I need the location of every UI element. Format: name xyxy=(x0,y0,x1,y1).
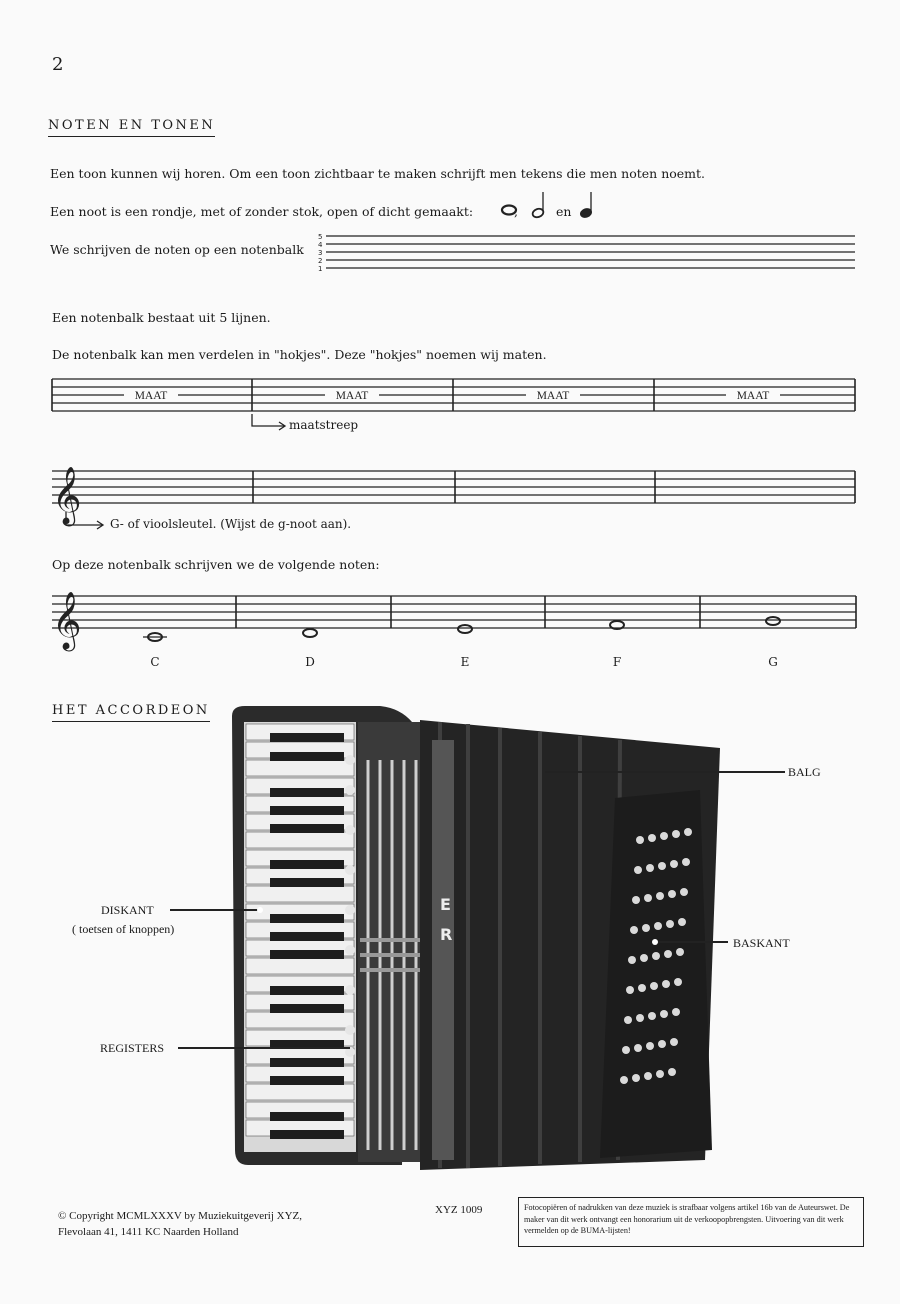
whole-note-icon xyxy=(502,206,516,215)
intro-line-1: Een toon kunnen wij horen. Om een toon zichtbaar te maken schrijft men tekens die men noten noemt. xyxy=(50,166,706,181)
barline-label: maatstreep xyxy=(289,418,359,432)
staff-line-number: 5 xyxy=(318,233,323,241)
label-diskant: DISKANT xyxy=(101,903,154,917)
section-title-noten-en-tonen: NOTEN EN TONEN xyxy=(48,118,215,137)
measure-label: MAAT xyxy=(134,390,168,402)
grille-letter: E xyxy=(440,895,451,914)
legal-notice: Fotocopiëren of nadrukken van deze muziek is strafbaar volgens artikel 16b van de Auteurswet. De maker van dit werk ontvangt een honorarium uit de verkoopopbrengsten. Uitvoering van dit werk vermelden op de BUMA-lijsten! xyxy=(518,1197,864,1247)
copyright-line-1: © Copyright MCMLXXXV by Muziekuitgeverij XYZ, xyxy=(58,1210,303,1222)
label-baskant: BASKANT xyxy=(733,936,790,950)
staff-line-number: 1 xyxy=(318,265,323,273)
measure-label: MAAT xyxy=(335,390,369,402)
accordion-illustration xyxy=(170,706,785,1170)
staff-line-number: 4 xyxy=(318,241,323,249)
catalog-code: XYZ 1009 xyxy=(435,1204,483,1216)
half-note-icon xyxy=(531,192,544,219)
copyright-line-2: Flevolaan 41, 1411 KC Naarden Holland xyxy=(58,1226,239,1238)
page-number: 2 xyxy=(52,54,64,75)
label-balg: BALG xyxy=(788,765,821,779)
label-diskant-sub: ( toetsen of knoppen) xyxy=(72,922,175,936)
staff-five-lines xyxy=(326,236,855,268)
grille-letter: R xyxy=(440,925,453,944)
note-name-c: C xyxy=(150,655,160,669)
intro-line-6: Op deze notenbalk schrijven we de volgende noten: xyxy=(52,557,380,572)
note-separator: , xyxy=(514,204,518,219)
note-en-word: en xyxy=(556,204,572,219)
note-name-e: E xyxy=(460,655,470,669)
measure-label: MAAT xyxy=(736,390,770,402)
label-registers: REGISTERS xyxy=(100,1041,165,1055)
staff-with-clef xyxy=(52,471,855,503)
note-name-f: F xyxy=(612,655,622,669)
barline-arrow xyxy=(252,414,284,426)
staff-notes xyxy=(52,596,856,628)
clef-caption: G- of vioolsleutel. (Wijst de g-noot aan). xyxy=(110,517,352,531)
white-keys xyxy=(246,724,354,1136)
section-title-het-accordeon: HET ACCORDEON xyxy=(52,703,210,722)
staff-line-number: 2 xyxy=(318,257,323,265)
intro-line-2-text: Een noot is een rondje, met of zonder stok, open of dicht gemaakt: xyxy=(50,204,474,219)
note-name-d: D xyxy=(305,655,315,669)
treble-clef-icon: 𝄞 xyxy=(52,466,82,524)
intro-line-4: Een notenbalk bestaat uit 5 lijnen. xyxy=(52,310,271,325)
intro-line-3: We schrijven de noten op een notenbalk xyxy=(50,242,304,257)
note-name-g: G xyxy=(768,655,778,669)
black-keys xyxy=(270,733,344,1139)
quarter-note-icon xyxy=(579,192,592,219)
intro-line-5: De notenbalk kan men verdelen in "hokjes". Deze "hokjes" noemen wij maten. xyxy=(52,347,547,362)
treble-clef-icon: 𝄞 xyxy=(52,591,82,649)
measure-label: MAAT xyxy=(536,390,570,402)
staff-line-number: 3 xyxy=(318,249,323,257)
